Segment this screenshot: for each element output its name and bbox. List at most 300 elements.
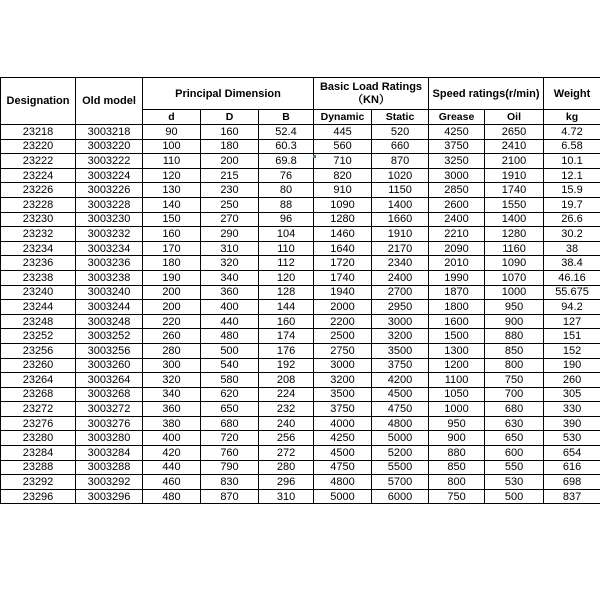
cell-grease: 3000 <box>429 168 485 183</box>
cell-weight-kg: 152 <box>544 343 600 358</box>
cell-oil: 850 <box>485 343 544 358</box>
cell-d: 200 <box>143 285 201 300</box>
table-row <box>1 475 600 490</box>
cell-grease: 800 <box>429 475 485 490</box>
table-row <box>1 387 600 402</box>
cell-weight-kg: 15.9 <box>544 183 600 198</box>
cell-D: 270 <box>201 212 259 227</box>
cell-static: 2170 <box>372 241 429 256</box>
cell-dynamic: 2000 <box>314 300 372 315</box>
cell-B: 60.3 <box>259 139 314 154</box>
cell-grease: 750 <box>429 489 485 504</box>
old-model-header: Old model <box>76 78 143 125</box>
cell-grease: 1050 <box>429 387 485 402</box>
cell-grease: 2600 <box>429 197 485 212</box>
cell-designation: 23264 <box>1 373 76 388</box>
cell-oil: 1160 <box>485 241 544 256</box>
cell-oil: 680 <box>485 402 544 417</box>
cell-oil: 1550 <box>485 197 544 212</box>
cell-D: 360 <box>201 285 259 300</box>
table-row <box>1 402 600 417</box>
cell-grease: 1000 <box>429 402 485 417</box>
cell-old-model: 3003240 <box>76 285 143 300</box>
cell-grease: 4250 <box>429 125 485 140</box>
cell-old-model: 3003236 <box>76 256 143 271</box>
cell-grease: 2210 <box>429 227 485 242</box>
cell-B: 272 <box>259 446 314 461</box>
cell-d: 170 <box>143 241 201 256</box>
subheader-static: Static <box>372 110 429 125</box>
cell-designation: 23272 <box>1 402 76 417</box>
table-row <box>1 300 600 315</box>
cell-old-model: 3003238 <box>76 270 143 285</box>
cell-designation: 23260 <box>1 358 76 373</box>
cell-old-model: 3003234 <box>76 241 143 256</box>
cell-dynamic: 3000 <box>314 358 372 373</box>
cell-static: 4800 <box>372 416 429 431</box>
cell-dynamic: 1940 <box>314 285 372 300</box>
cell-B: 144 <box>259 300 314 315</box>
cell-D: 230 <box>201 183 259 198</box>
cell-old-model: 3003224 <box>76 168 143 183</box>
cell-static: 870 <box>372 154 429 169</box>
cell-grease: 2850 <box>429 183 485 198</box>
cell-grease: 1600 <box>429 314 485 329</box>
cell-static: 3200 <box>372 329 429 344</box>
cell-static: 4500 <box>372 387 429 402</box>
cell-d: 420 <box>143 446 201 461</box>
cell-oil: 1910 <box>485 168 544 183</box>
cell-D: 160 <box>201 125 259 140</box>
cell-designation: 23296 <box>1 489 76 504</box>
cell-static: 5200 <box>372 446 429 461</box>
cell-D: 340 <box>201 270 259 285</box>
cell-marker <box>313 155 316 158</box>
table-row <box>1 373 600 388</box>
subheader-oil: Oil <box>485 110 544 125</box>
table-row <box>1 154 600 169</box>
cell-D: 540 <box>201 358 259 373</box>
cell-oil: 550 <box>485 460 544 475</box>
cell-weight-kg: 38.4 <box>544 256 600 271</box>
cell-old-model: 3003248 <box>76 314 143 329</box>
cell-B: 280 <box>259 460 314 475</box>
cell-designation: 23232 <box>1 227 76 242</box>
cell-old-model: 3003288 <box>76 460 143 475</box>
cell-B: 88 <box>259 197 314 212</box>
cell-grease: 1870 <box>429 285 485 300</box>
cell-d: 380 <box>143 416 201 431</box>
cell-old-model: 3003284 <box>76 446 143 461</box>
table-row <box>1 168 600 183</box>
table-row <box>1 227 600 242</box>
cell-B: 52.4 <box>259 125 314 140</box>
cell-B: 96 <box>259 212 314 227</box>
cell-dynamic: 1280 <box>314 212 372 227</box>
cell-d: 460 <box>143 475 201 490</box>
cell-designation: 23228 <box>1 197 76 212</box>
table-row <box>1 256 600 271</box>
cell-dynamic: 5000 <box>314 489 372 504</box>
cell-grease: 1300 <box>429 343 485 358</box>
cell-old-model: 3003280 <box>76 431 143 446</box>
cell-B: 296 <box>259 475 314 490</box>
cell-old-model: 3003222 <box>76 154 143 169</box>
cell-old-model: 3003244 <box>76 300 143 315</box>
cell-old-model: 3003226 <box>76 183 143 198</box>
table-row <box>1 139 600 154</box>
subheader-B: B <box>259 110 314 125</box>
cell-dynamic: 910 <box>314 183 372 198</box>
cell-D: 200 <box>201 154 259 169</box>
cell-d: 400 <box>143 431 201 446</box>
cell-designation: 23226 <box>1 183 76 198</box>
cell-oil: 1000 <box>485 285 544 300</box>
cell-oil: 900 <box>485 314 544 329</box>
cell-D: 310 <box>201 241 259 256</box>
cell-designation: 23288 <box>1 460 76 475</box>
cell-oil: 2410 <box>485 139 544 154</box>
subheader-D: D <box>201 110 259 125</box>
cell-static: 5500 <box>372 460 429 475</box>
cell-weight-kg: 10.1 <box>544 154 600 169</box>
cell-dynamic: 2200 <box>314 314 372 329</box>
speed-ratings-header: Speed ratings(r/min) <box>429 78 544 110</box>
cell-designation: 23268 <box>1 387 76 402</box>
table-row <box>1 314 600 329</box>
cell-oil: 500 <box>485 489 544 504</box>
basic-load-ratings-header: Basic Load Ratings （KN） <box>314 78 429 110</box>
cell-B: 192 <box>259 358 314 373</box>
cell-D: 620 <box>201 387 259 402</box>
cell-D: 400 <box>201 300 259 315</box>
cell-old-model: 3003232 <box>76 227 143 242</box>
subheader-d: d <box>143 110 201 125</box>
table-row <box>1 285 600 300</box>
cell-B: 120 <box>259 270 314 285</box>
cell-oil: 2100 <box>485 154 544 169</box>
cell-D: 290 <box>201 227 259 242</box>
cell-designation: 23224 <box>1 168 76 183</box>
cell-grease: 950 <box>429 416 485 431</box>
cell-oil: 700 <box>485 387 544 402</box>
cell-designation: 23292 <box>1 475 76 490</box>
cell-D: 680 <box>201 416 259 431</box>
header-row-main <box>1 78 600 110</box>
cell-static: 4750 <box>372 402 429 417</box>
cell-weight-kg: 127 <box>544 314 600 329</box>
cell-weight-kg: 6.58 <box>544 139 600 154</box>
cell-oil: 1070 <box>485 270 544 285</box>
cell-D: 790 <box>201 460 259 475</box>
cell-static: 2700 <box>372 285 429 300</box>
cell-d: 180 <box>143 256 201 271</box>
cell-dynamic: 445 <box>314 125 372 140</box>
cell-weight-kg: 390 <box>544 416 600 431</box>
principal-dimension-header: Principal Dimension <box>143 78 314 110</box>
cell-d: 300 <box>143 358 201 373</box>
table-row <box>1 343 600 358</box>
cell-weight-kg: 26.6 <box>544 212 600 227</box>
designation-header: Designation <box>1 78 76 125</box>
cell-oil: 800 <box>485 358 544 373</box>
cell-static: 6000 <box>372 489 429 504</box>
cell-weight-kg: 837 <box>544 489 600 504</box>
cell-d: 120 <box>143 168 201 183</box>
cell-designation: 23244 <box>1 300 76 315</box>
cell-weight-kg: 330 <box>544 402 600 417</box>
cell-oil: 1400 <box>485 212 544 227</box>
cell-B: 232 <box>259 402 314 417</box>
cell-old-model: 3003268 <box>76 387 143 402</box>
cell-grease: 1500 <box>429 329 485 344</box>
cell-grease: 2010 <box>429 256 485 271</box>
cell-D: 720 <box>201 431 259 446</box>
cell-D: 760 <box>201 446 259 461</box>
bearing-spec-sheet <box>0 77 600 504</box>
cell-old-model: 3003264 <box>76 373 143 388</box>
cell-static: 2340 <box>372 256 429 271</box>
cell-B: 110 <box>259 241 314 256</box>
cell-dynamic: 2750 <box>314 343 372 358</box>
cell-static: 5000 <box>372 431 429 446</box>
cell-oil: 2650 <box>485 125 544 140</box>
cell-dynamic: 4000 <box>314 416 372 431</box>
cell-old-model: 3003276 <box>76 416 143 431</box>
table-row <box>1 446 600 461</box>
cell-d: 220 <box>143 314 201 329</box>
cell-D: 870 <box>201 489 259 504</box>
cell-designation: 23240 <box>1 285 76 300</box>
cell-designation: 23248 <box>1 314 76 329</box>
cell-d: 190 <box>143 270 201 285</box>
cell-d: 160 <box>143 227 201 242</box>
bearing-spec-table <box>0 77 600 504</box>
cell-D: 580 <box>201 373 259 388</box>
cell-static: 1020 <box>372 168 429 183</box>
cell-B: 208 <box>259 373 314 388</box>
cell-static: 3500 <box>372 343 429 358</box>
cell-grease: 2090 <box>429 241 485 256</box>
cell-grease: 900 <box>429 431 485 446</box>
table-body <box>1 125 600 504</box>
subheader-kg: kg <box>544 110 600 125</box>
cell-old-model: 3003228 <box>76 197 143 212</box>
cell-static: 520 <box>372 125 429 140</box>
table-row <box>1 489 600 504</box>
cell-dynamic: 3500 <box>314 387 372 402</box>
cell-static: 1910 <box>372 227 429 242</box>
cell-static: 1660 <box>372 212 429 227</box>
cell-static: 5700 <box>372 475 429 490</box>
table-row <box>1 197 600 212</box>
cell-oil: 1090 <box>485 256 544 271</box>
cell-weight-kg: 12.1 <box>544 168 600 183</box>
cell-dynamic: 4250 <box>314 431 372 446</box>
cell-static: 1400 <box>372 197 429 212</box>
cell-weight-kg: 46.16 <box>544 270 600 285</box>
table-row <box>1 431 600 446</box>
cell-d: 200 <box>143 300 201 315</box>
cell-B: 128 <box>259 285 314 300</box>
cell-grease: 3250 <box>429 154 485 169</box>
cell-old-model: 3003272 <box>76 402 143 417</box>
cell-weight-kg: 38 <box>544 241 600 256</box>
cell-D: 830 <box>201 475 259 490</box>
cell-static: 3750 <box>372 358 429 373</box>
cell-dynamic: 3200 <box>314 373 372 388</box>
cell-oil: 750 <box>485 373 544 388</box>
subheader-grease: Grease <box>429 110 485 125</box>
cell-oil: 630 <box>485 416 544 431</box>
cell-d: 260 <box>143 329 201 344</box>
cell-B: 256 <box>259 431 314 446</box>
cell-designation: 23218 <box>1 125 76 140</box>
cell-designation: 23252 <box>1 329 76 344</box>
cell-old-model: 3003296 <box>76 489 143 504</box>
cell-dynamic: 820 <box>314 168 372 183</box>
table-row <box>1 183 600 198</box>
cell-weight-kg: 190 <box>544 358 600 373</box>
cell-d: 130 <box>143 183 201 198</box>
cell-grease: 1990 <box>429 270 485 285</box>
cell-weight-kg: 616 <box>544 460 600 475</box>
cell-weight-kg: 698 <box>544 475 600 490</box>
cell-designation: 23234 <box>1 241 76 256</box>
cell-static: 2400 <box>372 270 429 285</box>
table-row <box>1 460 600 475</box>
cell-designation: 23276 <box>1 416 76 431</box>
cell-dynamic: 4800 <box>314 475 372 490</box>
cell-oil: 600 <box>485 446 544 461</box>
cell-grease: 3750 <box>429 139 485 154</box>
table-row <box>1 241 600 256</box>
cell-d: 440 <box>143 460 201 475</box>
cell-B: 112 <box>259 256 314 271</box>
cell-weight-kg: 260 <box>544 373 600 388</box>
cell-D: 250 <box>201 197 259 212</box>
cell-dynamic: 710 <box>314 154 372 169</box>
cell-static: 4200 <box>372 373 429 388</box>
cell-d: 100 <box>143 139 201 154</box>
cell-dynamic: 1740 <box>314 270 372 285</box>
cell-weight-kg: 305 <box>544 387 600 402</box>
cell-oil: 1280 <box>485 227 544 242</box>
cell-designation: 23284 <box>1 446 76 461</box>
cell-dynamic: 1460 <box>314 227 372 242</box>
cell-weight-kg: 55.675 <box>544 285 600 300</box>
cell-D: 215 <box>201 168 259 183</box>
cell-B: 160 <box>259 314 314 329</box>
cell-D: 480 <box>201 329 259 344</box>
cell-static: 660 <box>372 139 429 154</box>
cell-d: 360 <box>143 402 201 417</box>
cell-static: 3000 <box>372 314 429 329</box>
cell-old-model: 3003218 <box>76 125 143 140</box>
cell-weight-kg: 654 <box>544 446 600 461</box>
cell-grease: 2400 <box>429 212 485 227</box>
cell-old-model: 3003292 <box>76 475 143 490</box>
cell-designation: 23236 <box>1 256 76 271</box>
cell-B: 240 <box>259 416 314 431</box>
cell-D: 500 <box>201 343 259 358</box>
cell-d: 340 <box>143 387 201 402</box>
cell-designation: 23238 <box>1 270 76 285</box>
cell-designation: 23256 <box>1 343 76 358</box>
cell-B: 310 <box>259 489 314 504</box>
cell-oil: 650 <box>485 431 544 446</box>
cell-d: 90 <box>143 125 201 140</box>
cell-weight-kg: 151 <box>544 329 600 344</box>
cell-B: 104 <box>259 227 314 242</box>
cell-grease: 1100 <box>429 373 485 388</box>
cell-B: 174 <box>259 329 314 344</box>
cell-d: 150 <box>143 212 201 227</box>
cell-weight-kg: 94.2 <box>544 300 600 315</box>
cell-d: 140 <box>143 197 201 212</box>
cell-dynamic: 1720 <box>314 256 372 271</box>
cell-B: 224 <box>259 387 314 402</box>
cell-grease: 850 <box>429 460 485 475</box>
cell-D: 180 <box>201 139 259 154</box>
cell-old-model: 3003230 <box>76 212 143 227</box>
cell-B: 69.8 <box>259 154 314 169</box>
cell-d: 320 <box>143 373 201 388</box>
table-row <box>1 270 600 285</box>
cell-designation: 23220 <box>1 139 76 154</box>
cell-weight-kg: 30.2 <box>544 227 600 242</box>
cell-oil: 880 <box>485 329 544 344</box>
cell-weight-kg: 530 <box>544 431 600 446</box>
cell-B: 76 <box>259 168 314 183</box>
cell-d: 110 <box>143 154 201 169</box>
cell-dynamic: 4500 <box>314 446 372 461</box>
cell-dynamic: 4750 <box>314 460 372 475</box>
cell-static: 1150 <box>372 183 429 198</box>
cell-oil: 950 <box>485 300 544 315</box>
cell-dynamic: 2500 <box>314 329 372 344</box>
cell-oil: 530 <box>485 475 544 490</box>
cell-grease: 1800 <box>429 300 485 315</box>
cell-dynamic: 1090 <box>314 197 372 212</box>
table-row <box>1 212 600 227</box>
cell-dynamic: 3750 <box>314 402 372 417</box>
table-row <box>1 358 600 373</box>
cell-grease: 1200 <box>429 358 485 373</box>
cell-D: 320 <box>201 256 259 271</box>
weight-header: Weight <box>544 78 600 110</box>
cell-B: 80 <box>259 183 314 198</box>
cell-d: 280 <box>143 343 201 358</box>
cell-dynamic: 560 <box>314 139 372 154</box>
cell-weight-kg: 4.72 <box>544 125 600 140</box>
table-row <box>1 125 600 140</box>
cell-B: 176 <box>259 343 314 358</box>
cell-designation: 23230 <box>1 212 76 227</box>
cell-old-model: 3003256 <box>76 343 143 358</box>
cell-D: 440 <box>201 314 259 329</box>
table-row <box>1 416 600 431</box>
cell-old-model: 3003220 <box>76 139 143 154</box>
cell-d: 480 <box>143 489 201 504</box>
subheader-dynamic: Dynamic <box>314 110 372 125</box>
table-row <box>1 329 600 344</box>
cell-designation: 23222 <box>1 154 76 169</box>
cell-weight-kg: 19.7 <box>544 197 600 212</box>
cell-dynamic: 1640 <box>314 241 372 256</box>
cell-designation: 23280 <box>1 431 76 446</box>
cell-old-model: 3003260 <box>76 358 143 373</box>
